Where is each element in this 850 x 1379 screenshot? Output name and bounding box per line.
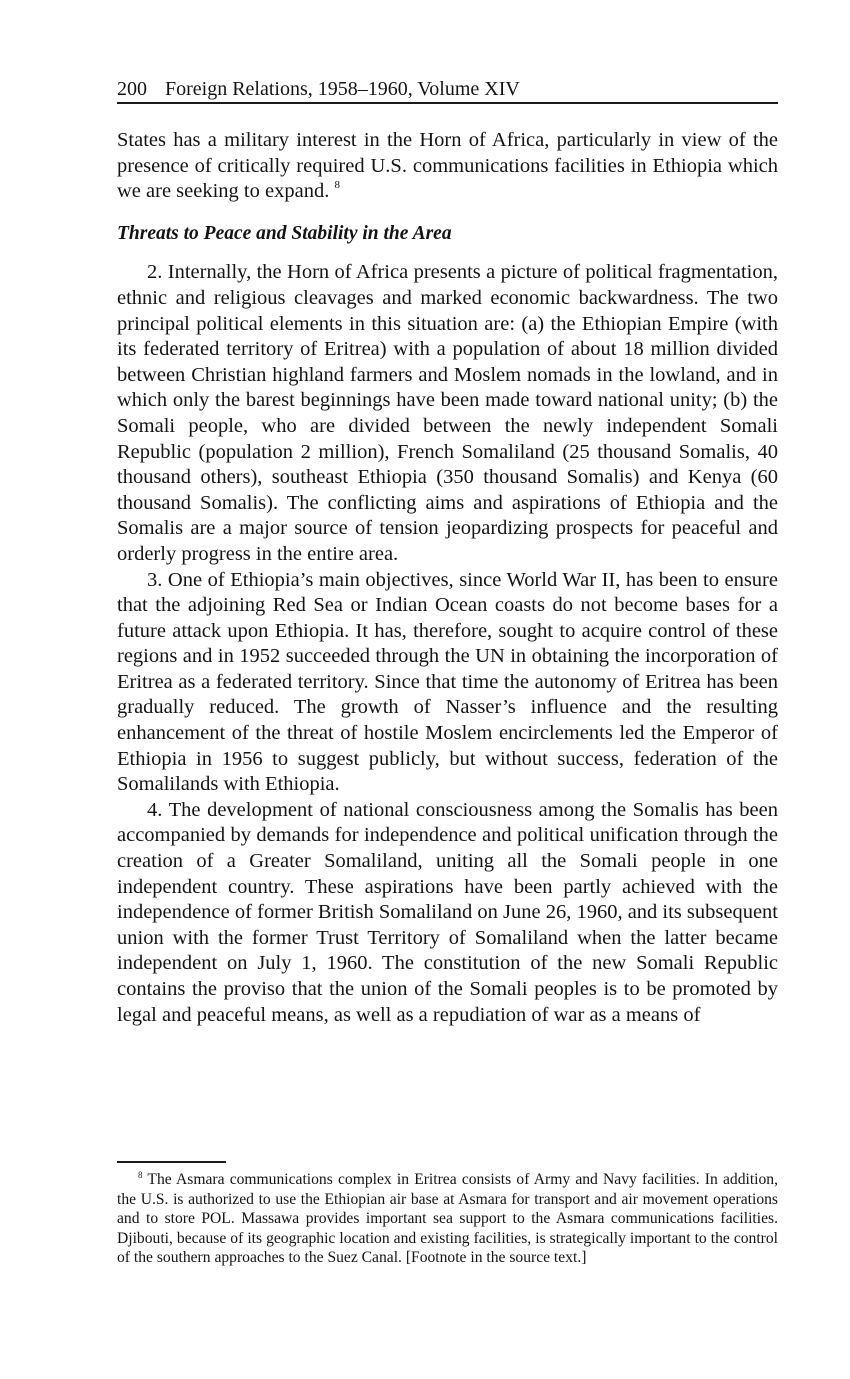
paragraph-continued xyxy=(117,128,778,205)
section-subheading: Threats to Peace and Stability in the Area xyxy=(117,222,452,244)
running-header xyxy=(117,76,778,104)
running-title: Foreign Relations, 1958–1960, Volume XIV xyxy=(165,78,520,100)
footnote-text: The Asmara communications complex in Eritrea consists of Army and Navy facilities. In addition, the U.S. is authorized to use the Ethiopian air base at Asmara for transport and air movement operations and to store POL. Massawa provides important sea support to the Asmara communications facilities. Djibouti, because of its geographic location and existing facilities, is strategically important to the control of the southern approaches to the Suez Canal. [Footnote in the source text.] xyxy=(117,1171,778,1266)
footnote-marker: 8 xyxy=(138,1170,143,1180)
main-text xyxy=(117,128,778,1028)
paragraph-3: 3. One of Ethiopia’s main objectives, since World War II, has been to ensure that the adjoining Red Sea or Indian Ocean coasts do not become bases for a future attack upon Ethiopia. It has, therefore, sought to acquire control of these regions and in 1952 succeeded through the UN in obtaining the incorporation of Eritrea as a federated territory. Since that time the autonomy of Eritrea has been gradually reduced. The growth of Nasser’s influence and the resulting enhancement of the threat of hostile Moslem encirclements led the Emperor of Ethiopia in 1956 to suggest publicly, but without success, federation of the Somalilands with Ethiopia. xyxy=(117,568,778,796)
footnote-divider xyxy=(117,1161,226,1163)
paragraph-2: 2. Internally, the Horn of Africa presents a picture of political fragmentation, ethnic and religious cleavages and marked economic backwardness. The two principal political elements in this situation are: (a) the Ethiopian Empire (with its federated territory of Eritrea) with a population of about 18 million divided between Christian highland farmers and Moslem nomads in the lowland, and in which only the barest beginnings have been made toward national unity; (b) the Somali people, who are divided between the newly independent Somali Republic (population 2 million), French Somaliland (25 thousand Somalis, 40 thousand others), southeast Ethiopia (350 thousand Somalis) and Kenya (60 thousand Somalis). The conflicting aims and aspirations of Ethiopia and the Somalis are a major source of tension jeopardizing prospects for peaceful and orderly progress in the entire area. xyxy=(117,261,778,565)
paragraph-4: 4. The development of national consciousness among the Somalis has been accompanied by demands for independence and political unification through the creation of a Greater Somaliland, uniting all the Somali people in one independent country. These aspirations have been partly achieved with the independence of former British Somaliland on June 26, 1960, and its subsequent union with the former Trust Territory of Somaliland when the latter became independent on July 1, 1960. The constitution of the new Somali Republic contains the proviso that the union of the Somali peoples is to be promoted by legal and peaceful means, as well as a repudiation of war as a means of xyxy=(117,798,779,1026)
page-number: 200 xyxy=(117,78,147,100)
footnote-reference: 8 xyxy=(334,179,340,192)
footnote xyxy=(117,1170,778,1268)
paragraph-text: States has a military interest in the Horn of Africa, particularly in view of the presence of critically required U.S. communications facilities in Ethiopia which we are seeking to expand. xyxy=(117,129,778,203)
